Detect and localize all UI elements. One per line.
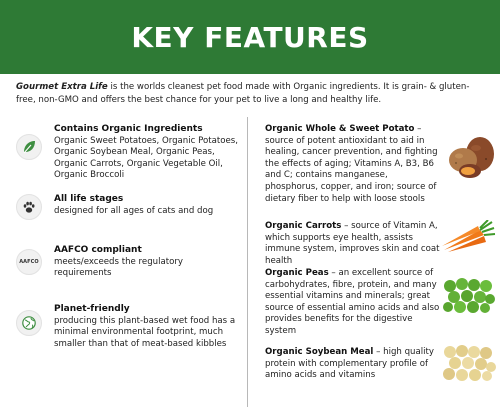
- feature-organic-ingredients: [16, 124, 241, 182]
- feature-title: Contains Organic Ingredients: [54, 124, 203, 134]
- ingredient-name: Organic Soybean Meal: [265, 347, 374, 357]
- intro-paragraph: [16, 81, 488, 106]
- ingredient-desc: – an excellent source of carbohydrates, fibre, protein, and many essential vitamins and minerals; great source of essential amino acids and also provides benefits for the digestive system: [265, 268, 440, 336]
- feature-planet-friendly: [16, 304, 241, 350]
- feature-title: All life stages: [54, 194, 124, 204]
- carrot-image: [440, 220, 496, 254]
- globe-icon: [16, 310, 42, 336]
- column-divider: [247, 117, 248, 407]
- page-title: KEY FEATURES: [131, 20, 369, 54]
- ingredient-desc: – source of potent antioxidant to aid in healing, cancer prevention, and fighting the effects of aging; Vitamins A, B3, B6 and C; contains manganese, phosphorus, copper, and iron; source of dietary fiber to help with loose stools: [265, 124, 438, 204]
- feature-body: producing this plant-based wet food has a minimal environmental footprint, much smaller than that of meat-based kibbles: [54, 315, 236, 349]
- peas-image: [442, 276, 496, 314]
- ingredient-name: Organic Peas: [265, 268, 329, 278]
- brand-name: Gourmet Extra Life: [16, 82, 108, 92]
- ingredient-desc: – high quality protein with complementary profile of amino acids and vitamins: [265, 347, 434, 381]
- paw-print-icon: [16, 194, 42, 220]
- feature-body: designed for all ages of cats and dog: [54, 205, 214, 216]
- ingredient-name: Organic Whole & Sweet Potato: [265, 124, 415, 134]
- header-banner: [0, 0, 500, 74]
- ingredient-name: Organic Carrots: [265, 221, 342, 231]
- ingredient-carrots: [265, 221, 440, 267]
- feature-title: Planet-friendly: [54, 304, 130, 314]
- intro-text: is the worlds cleanest pet food made with Organic ingredients. It is grain- & gluten-free, non-GMO and offers the best chance for your pet to live a long and healthy life.: [16, 82, 470, 105]
- feature-title: AAFCO compliant: [54, 245, 142, 255]
- ingredient-potato: [265, 124, 440, 205]
- aafco-icon: AAFCO: [16, 249, 42, 275]
- ingredient-desc: – source of Vitamin A, which supports eye health, assists immune system, improves skin and coat health: [265, 221, 440, 266]
- potato-image: [446, 134, 496, 180]
- soybeans-image: [442, 343, 496, 383]
- ingredient-soybean: [265, 347, 440, 382]
- leaf-icon: [16, 134, 42, 160]
- feature-body: meets/exceeds the regulatory requirements: [54, 256, 183, 279]
- feature-body: Organic Sweet Potatoes, Organic Potatoes, Organic Soybean Meal, Organic Peas, Organic Carrots, Organic Vegetable Oil, Organic Broccoli: [54, 135, 238, 181]
- feature-life-stages: [16, 194, 241, 220]
- feature-aafco: [16, 245, 241, 280]
- ingredient-peas: [265, 268, 440, 338]
